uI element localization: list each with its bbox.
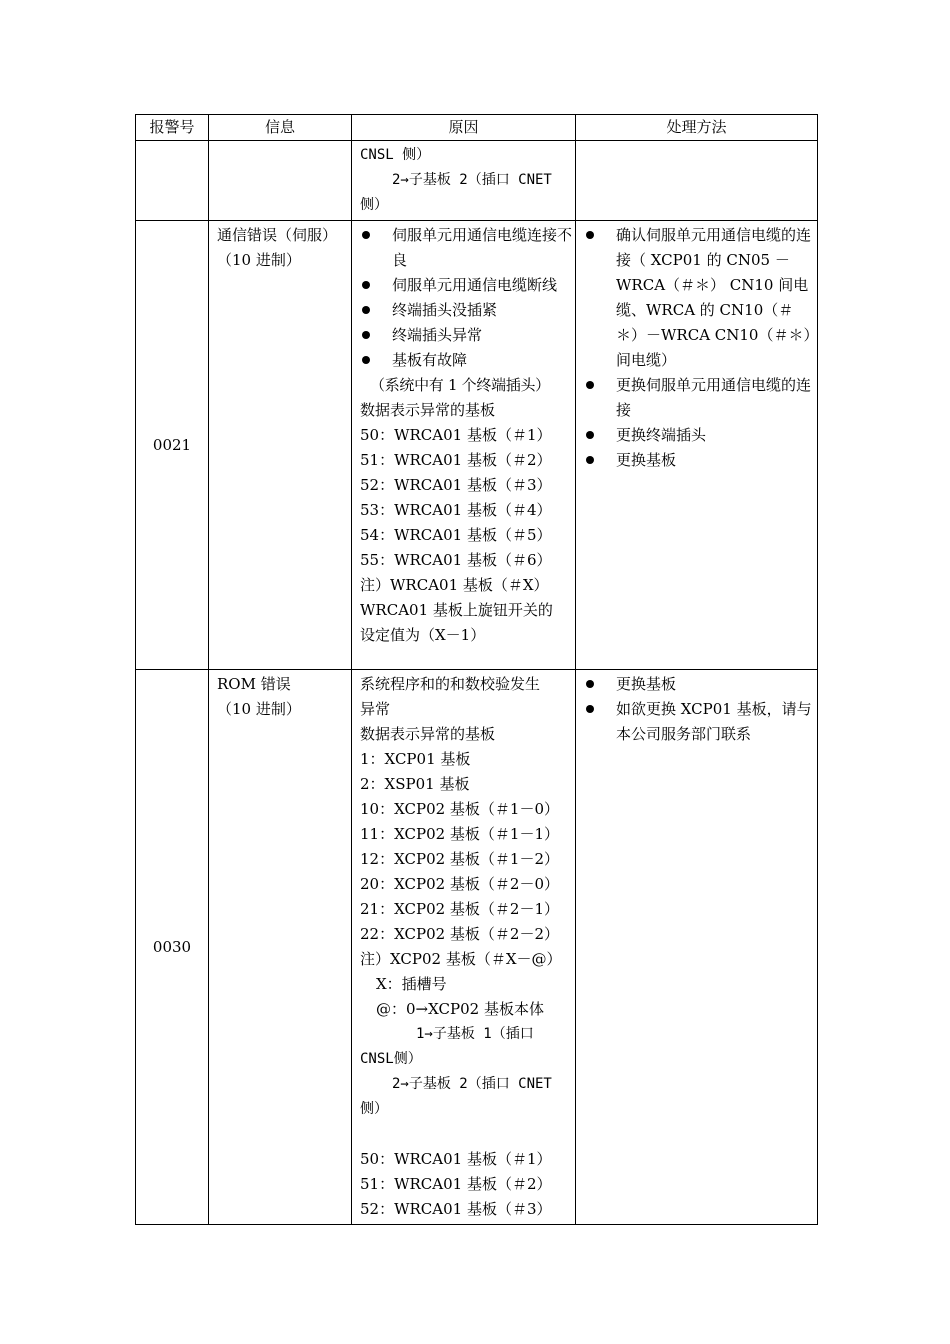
cause-cell — [352, 221, 576, 670]
cause-line: X：插槽号 — [376, 975, 447, 993]
cause-line: 数据表示异常的基板 — [360, 725, 496, 743]
header-row — [136, 115, 818, 141]
cause-line: 1→子基板 1（插口 — [416, 1026, 534, 1042]
info-cell — [209, 670, 352, 1225]
cause-line: 11：XCP02 基板（＃1－1） — [360, 825, 560, 843]
cause-line: 50：WRCA01 基板（＃1） — [360, 426, 552, 444]
table-row — [136, 141, 818, 221]
cause-line: CNSL侧） — [360, 1051, 422, 1067]
spacer — [360, 1122, 572, 1147]
cause-line: 2→子基板 2（插口 CNET — [392, 172, 552, 188]
cause-line: 2：XSP01 基板 — [360, 775, 470, 793]
cause-line: 22：XCP02 基板（＃2－2） — [360, 925, 560, 943]
cause-line: 2→子基板 2（插口 CNET — [392, 1076, 552, 1092]
bullet-icon — [586, 705, 594, 713]
list-item: 更换伺服单元用通信电缆的连接 — [584, 373, 814, 423]
list-item: 确认伺服单元用通信电缆的连接（ XCP01 的 CN05 － WRCA（＃＊） CN10 间电缆、WRCA 的 CN10（＃＊）－WRCA CN10（＃＊）间电缆） — [584, 223, 814, 373]
cause-line: WRCA01 基板上旋钮开关的 — [360, 601, 553, 619]
header-info: 信息 — [209, 115, 352, 141]
list-item: 更换基板 — [584, 448, 814, 473]
cause-line: 12：XCP02 基板（＃1－2） — [360, 850, 560, 868]
bullet-icon — [586, 680, 594, 688]
cause-line: 52：WRCA01 基板（＃3） — [360, 476, 552, 494]
bullet-icon — [586, 456, 594, 464]
bullet-icon — [362, 281, 370, 289]
alarm-table — [135, 114, 818, 1225]
list-item: 更换基板 — [584, 672, 814, 697]
cause-line: 数据表示异常的基板 — [360, 401, 496, 419]
bullet-icon — [586, 381, 594, 389]
cause-line: 注）WRCA01 基板（＃X） — [360, 576, 549, 594]
header-cause: 原因 — [352, 115, 576, 141]
bullet-icon — [362, 356, 370, 364]
action-cell — [576, 141, 818, 221]
table-row — [136, 221, 818, 670]
list-item: 如欲更换 XCP01 基板，请与本公司服务部门联系 — [584, 697, 814, 747]
list-item: 伺服单元用通信电缆连接不良 — [360, 223, 572, 273]
info-line: （10 进制） — [217, 700, 301, 718]
cause-line: 55：WRCA01 基板（＃6） — [360, 551, 552, 569]
action-cell — [576, 670, 818, 1225]
info-line: 通信错误（伺服） — [217, 226, 338, 244]
bullet-icon — [586, 231, 594, 239]
cause-line: （系统中有 1 个终端插头） — [370, 376, 550, 394]
cause-line: 侧） — [360, 197, 388, 213]
info-cell — [209, 141, 352, 221]
cause-line: 21：XCP02 基板（＃2－1） — [360, 900, 560, 918]
cause-line: 54：WRCA01 基板（＃5） — [360, 526, 552, 544]
cause-line: 51：WRCA01 基板（＃2） — [360, 451, 552, 469]
header-code: 报警号 — [136, 115, 209, 141]
cause-line: 1：XCP01 基板 — [360, 750, 471, 768]
cause-line: 20：XCP02 基板（＃2－0） — [360, 875, 560, 893]
header-action: 处理方法 — [576, 115, 818, 141]
cause-line: 50：WRCA01 基板（＃1） — [360, 1150, 552, 1168]
cause-line: 异常 — [360, 700, 391, 718]
table-row — [136, 670, 818, 1225]
code-cell — [136, 141, 209, 221]
alarm-code: 0030 — [136, 670, 209, 1225]
bullet-icon — [586, 431, 594, 439]
info-line: （10 进制） — [217, 251, 301, 269]
bullet-icon — [362, 306, 370, 314]
cause-line: 注）XCP02 基板（＃X－@） — [360, 950, 562, 968]
cause-line: 53：WRCA01 基板（＃4） — [360, 501, 552, 519]
cause-line: 设定值为（X－1） — [360, 626, 486, 644]
bullet-icon — [362, 231, 370, 239]
cause-cell — [352, 141, 576, 221]
info-line: ROM 错误 — [217, 675, 291, 693]
cause-line: 侧） — [360, 1101, 388, 1117]
bullet-icon — [362, 331, 370, 339]
info-cell — [209, 221, 352, 670]
cause-line: 系统程序和的和数校验发生 — [360, 675, 541, 693]
list-item: 终端插头异常 — [360, 323, 572, 348]
list-item: 伺服单元用通信电缆断线 — [360, 273, 572, 298]
list-item: 更换终端插头 — [584, 423, 814, 448]
cause-line: 10：XCP02 基板（＃1－0） — [360, 800, 560, 818]
cause-cell — [352, 670, 576, 1225]
cause-line: CNSL 侧） — [360, 147, 431, 163]
cause-line: 51：WRCA01 基板（＃2） — [360, 1175, 552, 1193]
cause-line: 52：WRCA01 基板（＃3） — [360, 1200, 552, 1218]
cause-line: @：0→XCP02 基板本体 — [376, 1000, 544, 1018]
alarm-code: 0021 — [136, 221, 209, 670]
action-cell — [576, 221, 818, 670]
list-item: 基板有故障 — [360, 348, 572, 373]
list-item: 终端插头没插紧 — [360, 298, 572, 323]
